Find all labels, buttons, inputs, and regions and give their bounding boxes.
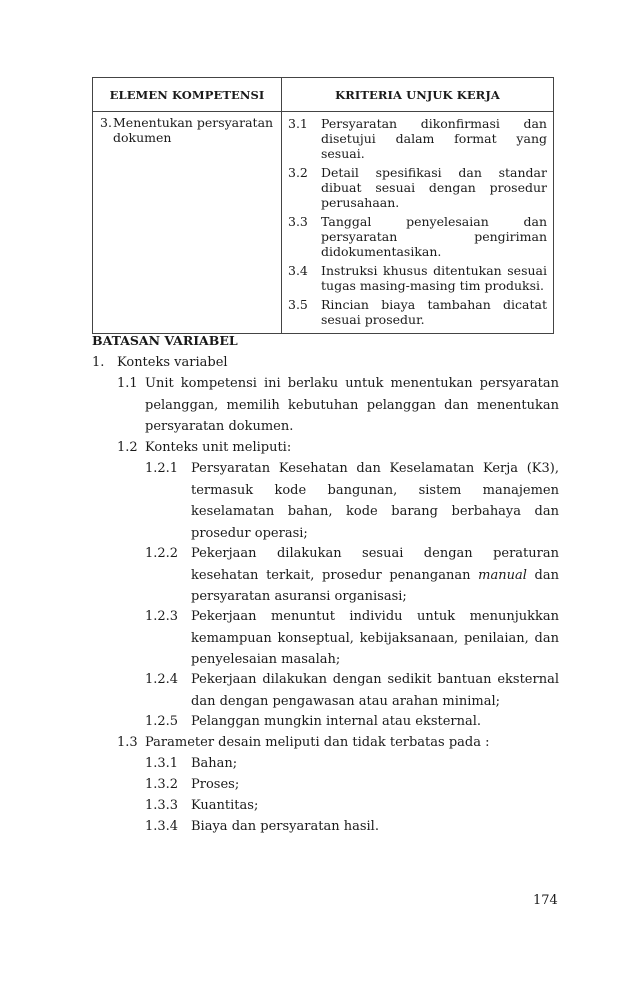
list-text: Parameter desain meliputi dan tidak terbatas pada : — [145, 735, 490, 750]
element-cell — [93, 112, 282, 334]
text-segment: Pekerjaan dilakukan sesuai dengan peraturan kesehatan terkait, prosedur penanganan — [191, 546, 559, 583]
list-number: 1.3.1 — [145, 756, 179, 771]
element-item — [100, 115, 277, 145]
list-number: 1.2.5 — [145, 714, 179, 729]
list-number: 1.2 — [117, 440, 138, 455]
header-kriteria-unjuk-kerja: KRITERIA UNJUK KERJA — [282, 78, 554, 112]
list-number: 1.2.1 — [145, 461, 179, 476]
list-item-1-2-5 — [145, 711, 559, 733]
criteria-number: 3.5 — [288, 297, 308, 312]
list-text: Persyaratan Kesehatan dan Keselamatan Kerja (K3), termasuk kode bangunan, sistem manajemen keselamatan bahan, kode barang berbahaya dan prosedur operasi; — [191, 461, 559, 541]
list-text: Konteks variabel — [117, 355, 228, 370]
text-segment: dan persyaratan asuransi organisasi; — [191, 567, 559, 604]
criteria-number: 3.4 — [288, 263, 308, 278]
criteria-text: Persyaratan dikonfirmasi dan disetujui dalam format yang sesuai. — [321, 116, 547, 161]
criteria-item — [288, 115, 547, 164]
criteria-cell — [282, 112, 554, 334]
list-number: 1.3.4 — [145, 819, 179, 834]
list-text: Bahan; — [191, 756, 238, 771]
list-text: Proses; — [191, 777, 240, 792]
criteria-text: Tanggal penyelesaian dan persyaratan pengiriman didokumentasikan. — [321, 214, 547, 259]
list-item-1 — [92, 352, 228, 373]
list-text: Pekerjaan menuntut individu untuk menunjukkan kemampuan konseptual, kebijaksanaan, penilaian, dan penyelesaian masalah; — [191, 609, 559, 667]
table-header-row — [93, 78, 554, 112]
criteria-text: Detail spesifikasi dan standar dibuat sesuai dengan prosedur perusahaan. — [321, 165, 547, 210]
list-item-1-2-2 — [145, 543, 559, 608]
criteria-item — [288, 164, 547, 213]
list-item-1-2 — [117, 437, 559, 459]
list-text: Pekerjaan dilakukan dengan sedikit bantuan eksternal dan dengan pengawasan atau arahan minimal; — [191, 672, 559, 709]
list-text: Kuantitas; — [191, 798, 259, 813]
table-row — [93, 112, 554, 334]
element-number: 3. — [100, 115, 112, 130]
list-number: 1.1 — [117, 376, 138, 391]
criteria-number: 3.2 — [288, 165, 308, 180]
section-title: BATASAN VARIABEL — [92, 333, 238, 348]
list-text: Konteks unit meliputi: — [145, 440, 292, 455]
list-item-1-3 — [117, 732, 559, 754]
criteria-item — [288, 213, 547, 262]
list-text: Pelanggan mungkin internal atau eksternal. — [191, 714, 482, 729]
list-number: 1. — [92, 355, 105, 370]
list-number: 1.3.2 — [145, 777, 179, 792]
header-elemen-kompetensi: ELEMEN KOMPETENSI — [93, 78, 282, 112]
italic-term: manual — [478, 567, 527, 583]
page-number: 174 — [533, 893, 558, 908]
list-number: 1.2.3 — [145, 609, 179, 624]
criteria-item — [288, 262, 547, 296]
list-text: Unit kompetensi ini berlaku untuk menentukan persyaratan pelanggan, memilih kebutuhan pelanggan dan menentukan persyaratan dokumen. — [145, 376, 559, 434]
list-item-1-3-2 — [145, 774, 559, 796]
list-item-1-2-4 — [145, 669, 559, 712]
list-number: 1.2.4 — [145, 672, 179, 687]
criteria-text: Rincian biaya tambahan dicatat sesuai prosedur. — [321, 297, 547, 327]
criteria-item — [288, 296, 547, 330]
list-item-1-3-4 — [145, 816, 559, 838]
list-item-1-3-3 — [145, 795, 559, 817]
element-text: Menentukan persyaratan dokumen — [113, 115, 274, 145]
competency-table — [92, 77, 554, 334]
criteria-text: Instruksi khusus ditentukan sesuai tugas masing-masing tim produksi. — [321, 263, 547, 293]
list-text: Biaya dan persyaratan hasil. — [191, 819, 379, 834]
list-number: 1.3.3 — [145, 798, 179, 813]
list-item-1-2-3 — [145, 606, 559, 671]
list-text — [191, 543, 559, 608]
list-number: 1.3 — [117, 735, 138, 750]
list-item-1-1 — [117, 373, 559, 438]
criteria-number: 3.1 — [288, 116, 308, 131]
list-number: 1.2.2 — [145, 546, 179, 561]
list-item-1-2-1 — [145, 458, 559, 544]
list-item-1-3-1 — [145, 753, 559, 775]
criteria-number: 3.3 — [288, 214, 308, 229]
